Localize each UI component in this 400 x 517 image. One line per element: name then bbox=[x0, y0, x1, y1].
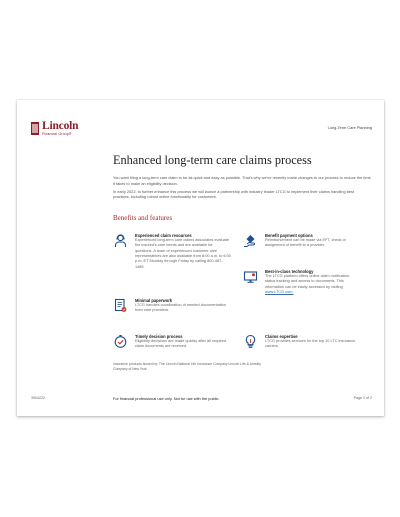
timer-check-icon bbox=[113, 334, 128, 349]
section-heading: Benefits and features bbox=[113, 214, 173, 222]
intro-text bbox=[113, 175, 371, 203]
feature-body: Reimbursement can be made via EFT, check or assignment of benefit to a provider. bbox=[265, 238, 346, 248]
person-headset-icon bbox=[113, 233, 128, 248]
document-code: 3904222 bbox=[31, 396, 45, 400]
page-number: Page 1 of 2 bbox=[353, 396, 372, 400]
feature-body: LTCG handles coordination of needed documentation from care providers. bbox=[135, 303, 226, 313]
header-label: Long-Term Care Planning bbox=[327, 125, 372, 130]
feature-body-text: The LTCG platform offers online claim notification, status tracking and access to documents. This information can be easily accessed by visiting bbox=[265, 274, 351, 289]
feature-title: Benefit payment options bbox=[265, 233, 313, 238]
feature-body: Experienced long-term care claims associates evaluate the insured's care needs and are available for questions. A team of experienced customer care representatives are also available from 8:00 a.m. to 6:00 p.m. ET Monday through Friday by calling 800-487-1485. bbox=[135, 238, 231, 269]
lightbulb-icon bbox=[243, 334, 258, 349]
feature-title: Claims expertise bbox=[265, 334, 298, 339]
logo-subtitle: Financial Group® bbox=[42, 132, 72, 136]
feature-body: Eligibility decisions are made quickly after all required claim documents are received. bbox=[135, 339, 227, 349]
document-claim-icon bbox=[113, 298, 128, 313]
feature-title: Best-in-class technology bbox=[265, 269, 314, 274]
footer-disclaimer: For financial professional use only. Not for use with the public. bbox=[113, 396, 220, 401]
lincoln-logo-icon bbox=[31, 122, 39, 135]
document-page bbox=[17, 100, 384, 416]
feature-title: Timely decision process bbox=[135, 334, 183, 339]
logo-name: Lincoln bbox=[42, 120, 79, 132]
feature-body bbox=[265, 274, 361, 295]
ltcg-website-link[interactable]: www.LTCG.com. bbox=[265, 290, 294, 295]
page-title: Enhanced long-term care claims process bbox=[113, 153, 312, 167]
feature-title: Experienced claim resources bbox=[135, 233, 192, 238]
intro-paragraph: You want filing a long-term care claim to be as quick and easy as possible. That's why we've recently made changes to our process to reduce the time it takes to make an eligibility decision. bbox=[113, 175, 371, 186]
money-hand-icon bbox=[243, 233, 258, 248]
feature-body: LTCG provides services for the top 10 LTC insurance carriers. bbox=[265, 339, 356, 349]
computer-screen-icon bbox=[243, 269, 258, 284]
feature-title: Minimal paperwork bbox=[135, 298, 173, 303]
intro-paragraph: In early 2022, to further enhance this process we will launch a partnership with industry leader LTCG to implement their claims handling best practices, including robust online functionality for customers. bbox=[113, 188, 355, 200]
issuer-footnote: Insurance products issued by: The Lincoln National Life Insurance Company Lincoln Life & Annuity Company of New York bbox=[113, 362, 261, 371]
